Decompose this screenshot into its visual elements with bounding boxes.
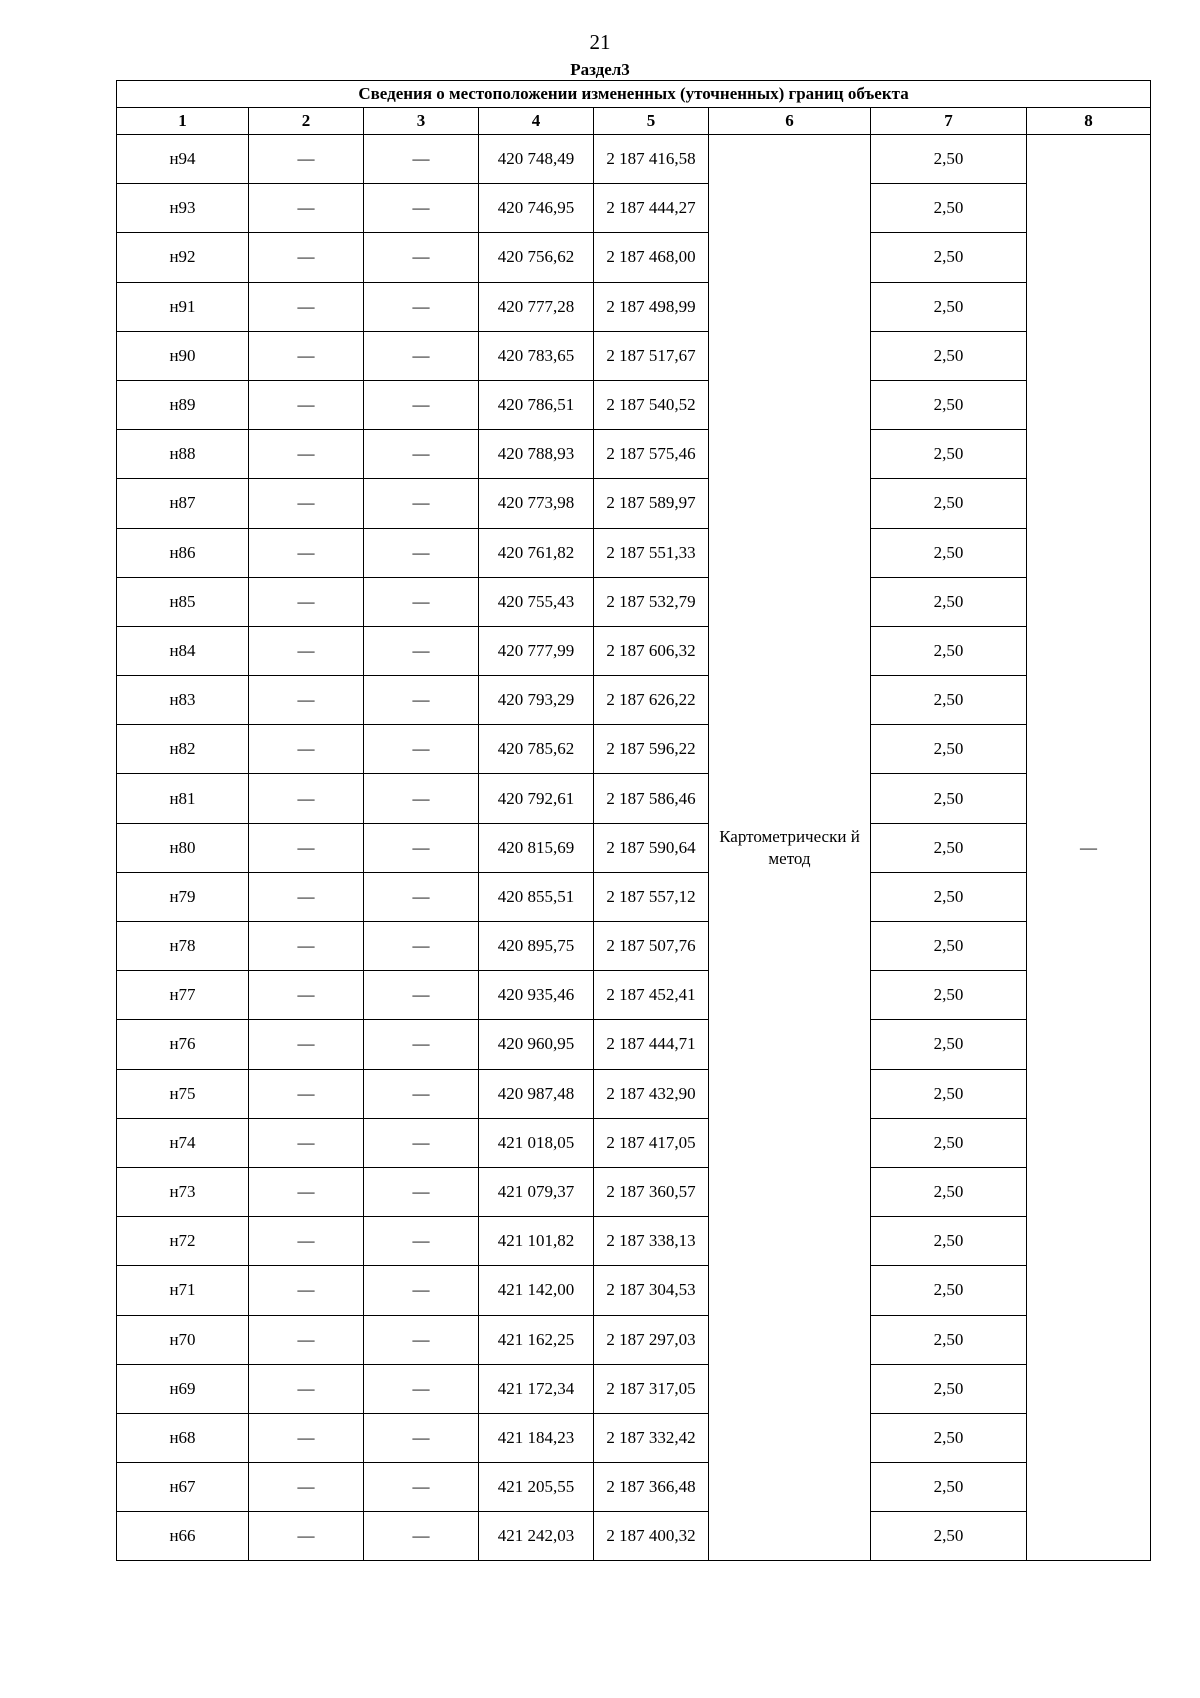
column-3-cell: — bbox=[364, 380, 479, 429]
table-row bbox=[117, 872, 1151, 921]
column-3-cell: — bbox=[364, 135, 479, 184]
table-row bbox=[117, 676, 1151, 725]
column-3-cell: — bbox=[364, 528, 479, 577]
accuracy-cell: 2,50 bbox=[871, 1413, 1027, 1462]
x-coordinate-cell: 420 777,28 bbox=[479, 282, 594, 331]
table-row bbox=[117, 282, 1151, 331]
table-caption: Сведения о местоположении измененных (уточненных) границ объекта bbox=[117, 81, 1151, 108]
table-row bbox=[117, 184, 1151, 233]
column-3-cell: — bbox=[364, 676, 479, 725]
x-coordinate-cell: 420 895,75 bbox=[479, 922, 594, 971]
accuracy-cell: 2,50 bbox=[871, 1266, 1027, 1315]
accuracy-cell: 2,50 bbox=[871, 971, 1027, 1020]
table-row bbox=[117, 430, 1151, 479]
column-2-cell: — bbox=[249, 1512, 364, 1561]
point-id-cell: н91 bbox=[117, 282, 249, 331]
point-id-cell: н67 bbox=[117, 1463, 249, 1512]
point-id-cell: н93 bbox=[117, 184, 249, 233]
x-coordinate-cell: 420 785,62 bbox=[479, 725, 594, 774]
column-3-cell: — bbox=[364, 577, 479, 626]
y-coordinate-cell: 2 187 400,32 bbox=[594, 1512, 709, 1561]
point-id-cell: н81 bbox=[117, 774, 249, 823]
accuracy-cell: 2,50 bbox=[871, 1364, 1027, 1413]
point-id-cell: н70 bbox=[117, 1315, 249, 1364]
accuracy-cell: 2,50 bbox=[871, 430, 1027, 479]
table-row bbox=[117, 774, 1151, 823]
point-id-cell: н79 bbox=[117, 872, 249, 921]
y-coordinate-cell: 2 187 468,00 bbox=[594, 233, 709, 282]
column-number-row bbox=[117, 108, 1151, 135]
point-id-cell: н89 bbox=[117, 380, 249, 429]
column-2-cell: — bbox=[249, 135, 364, 184]
point-id-cell: н77 bbox=[117, 971, 249, 1020]
column-2-cell: — bbox=[249, 922, 364, 971]
table-row bbox=[117, 135, 1151, 184]
accuracy-cell: 2,50 bbox=[871, 184, 1027, 233]
column-3-cell: — bbox=[364, 1266, 479, 1315]
column-3-cell: — bbox=[364, 184, 479, 233]
column-2-cell: — bbox=[249, 479, 364, 528]
table-row bbox=[117, 577, 1151, 626]
column-2-cell: — bbox=[249, 676, 364, 725]
y-coordinate-cell: 2 187 366,48 bbox=[594, 1463, 709, 1512]
column-2-cell: — bbox=[249, 1266, 364, 1315]
column-3-cell: — bbox=[364, 1315, 479, 1364]
x-coordinate-cell: 420 960,95 bbox=[479, 1020, 594, 1069]
column-2-cell: — bbox=[249, 1167, 364, 1216]
column-number-4: 4 bbox=[479, 108, 594, 135]
column-3-cell: — bbox=[364, 1217, 479, 1266]
x-coordinate-cell: 420 777,99 bbox=[479, 626, 594, 675]
column-3-cell: — bbox=[364, 233, 479, 282]
x-coordinate-cell: 420 815,69 bbox=[479, 823, 594, 872]
y-coordinate-cell: 2 187 332,42 bbox=[594, 1413, 709, 1462]
point-id-cell: н90 bbox=[117, 331, 249, 380]
y-coordinate-cell: 2 187 596,22 bbox=[594, 725, 709, 774]
point-id-cell: н82 bbox=[117, 725, 249, 774]
x-coordinate-cell: 421 101,82 bbox=[479, 1217, 594, 1266]
table-row bbox=[117, 626, 1151, 675]
x-coordinate-cell: 421 018,05 bbox=[479, 1118, 594, 1167]
point-id-cell: н86 bbox=[117, 528, 249, 577]
point-id-cell: н78 bbox=[117, 922, 249, 971]
x-coordinate-cell: 421 184,23 bbox=[479, 1413, 594, 1462]
table-row bbox=[117, 922, 1151, 971]
y-coordinate-cell: 2 187 417,05 bbox=[594, 1118, 709, 1167]
accuracy-cell: 2,50 bbox=[871, 872, 1027, 921]
y-coordinate-cell: 2 187 304,53 bbox=[594, 1266, 709, 1315]
column-2-cell: — bbox=[249, 430, 364, 479]
accuracy-cell: 2,50 bbox=[871, 626, 1027, 675]
y-coordinate-cell: 2 187 297,03 bbox=[594, 1315, 709, 1364]
x-coordinate-cell: 421 162,25 bbox=[479, 1315, 594, 1364]
x-coordinate-cell: 420 855,51 bbox=[479, 872, 594, 921]
accuracy-cell: 2,50 bbox=[871, 577, 1027, 626]
accuracy-cell: 2,50 bbox=[871, 922, 1027, 971]
column-2-cell: — bbox=[249, 1118, 364, 1167]
column-3-cell: — bbox=[364, 1463, 479, 1512]
column-2-cell: — bbox=[249, 971, 364, 1020]
x-coordinate-cell: 420 783,65 bbox=[479, 331, 594, 380]
y-coordinate-cell: 2 187 626,22 bbox=[594, 676, 709, 725]
column-3-cell: — bbox=[364, 1069, 479, 1118]
accuracy-cell: 2,50 bbox=[871, 676, 1027, 725]
column-number-6: 6 bbox=[709, 108, 871, 135]
column-3-cell: — bbox=[364, 1413, 479, 1462]
point-id-cell: н71 bbox=[117, 1266, 249, 1315]
y-coordinate-cell: 2 187 575,46 bbox=[594, 430, 709, 479]
y-coordinate-cell: 2 187 507,76 bbox=[594, 922, 709, 971]
x-coordinate-cell: 420 756,62 bbox=[479, 233, 594, 282]
column-2-cell: — bbox=[249, 233, 364, 282]
point-id-cell: н92 bbox=[117, 233, 249, 282]
column-2-cell: — bbox=[249, 1315, 364, 1364]
column-2-cell: — bbox=[249, 1069, 364, 1118]
column-3-cell: — bbox=[364, 479, 479, 528]
x-coordinate-cell: 421 079,37 bbox=[479, 1167, 594, 1216]
table-row bbox=[117, 1364, 1151, 1413]
column-2-cell: — bbox=[249, 1364, 364, 1413]
column-3-cell: — bbox=[364, 922, 479, 971]
point-id-cell: н66 bbox=[117, 1512, 249, 1561]
x-coordinate-cell: 421 142,00 bbox=[479, 1266, 594, 1315]
x-coordinate-cell: 420 746,95 bbox=[479, 184, 594, 233]
column-number-2: 2 bbox=[249, 108, 364, 135]
x-coordinate-cell: 421 242,03 bbox=[479, 1512, 594, 1561]
column-2-cell: — bbox=[249, 823, 364, 872]
accuracy-cell: 2,50 bbox=[871, 1217, 1027, 1266]
point-id-cell: н69 bbox=[117, 1364, 249, 1413]
table-body bbox=[117, 135, 1151, 1561]
point-id-cell: н85 bbox=[117, 577, 249, 626]
table-row bbox=[117, 1315, 1151, 1364]
x-coordinate-cell: 420 987,48 bbox=[479, 1069, 594, 1118]
accuracy-cell: 2,50 bbox=[871, 233, 1027, 282]
column-3-cell: — bbox=[364, 1020, 479, 1069]
table-row bbox=[117, 971, 1151, 1020]
table-row bbox=[117, 823, 1151, 872]
column-3-cell: — bbox=[364, 1512, 479, 1561]
column-3-cell: — bbox=[364, 823, 479, 872]
page-number: 21 bbox=[589, 30, 611, 54]
accuracy-cell: 2,50 bbox=[871, 1315, 1027, 1364]
column-3-cell: — bbox=[364, 430, 479, 479]
table-row bbox=[117, 725, 1151, 774]
column-2-cell: — bbox=[249, 626, 364, 675]
y-coordinate-cell: 2 187 432,90 bbox=[594, 1069, 709, 1118]
y-coordinate-cell: 2 187 606,32 bbox=[594, 626, 709, 675]
accuracy-cell: 2,50 bbox=[871, 725, 1027, 774]
x-coordinate-cell: 420 786,51 bbox=[479, 380, 594, 429]
point-id-cell: н87 bbox=[117, 479, 249, 528]
x-coordinate-cell: 420 793,29 bbox=[479, 676, 594, 725]
y-coordinate-cell: 2 187 498,99 bbox=[594, 282, 709, 331]
column-2-cell: — bbox=[249, 577, 364, 626]
table-row bbox=[117, 1413, 1151, 1462]
column-number-5: 5 bbox=[594, 108, 709, 135]
column-3-cell: — bbox=[364, 971, 479, 1020]
column-2-cell: — bbox=[249, 774, 364, 823]
x-coordinate-cell: 421 205,55 bbox=[479, 1463, 594, 1512]
y-coordinate-cell: 2 187 586,46 bbox=[594, 774, 709, 823]
point-id-cell: н72 bbox=[117, 1217, 249, 1266]
accuracy-cell: 2,50 bbox=[871, 479, 1027, 528]
table-row bbox=[117, 1069, 1151, 1118]
column-3-cell: — bbox=[364, 1118, 479, 1167]
table-row bbox=[117, 331, 1151, 380]
column-2-cell: — bbox=[249, 1463, 364, 1512]
section-title: Раздел3 bbox=[570, 60, 630, 79]
boundary-coordinates-table bbox=[116, 80, 1151, 1561]
column-3-cell: — bbox=[364, 1167, 479, 1216]
table-row bbox=[117, 1020, 1151, 1069]
y-coordinate-cell: 2 187 590,64 bbox=[594, 823, 709, 872]
x-coordinate-cell: 421 172,34 bbox=[479, 1364, 594, 1413]
y-coordinate-cell: 2 187 360,57 bbox=[594, 1167, 709, 1216]
y-coordinate-cell: 2 187 416,58 bbox=[594, 135, 709, 184]
accuracy-cell: 2,50 bbox=[871, 1118, 1027, 1167]
point-id-cell: н83 bbox=[117, 676, 249, 725]
column-2-cell: — bbox=[249, 872, 364, 921]
point-id-cell: н74 bbox=[117, 1118, 249, 1167]
point-id-cell: н73 bbox=[117, 1167, 249, 1216]
column-number-8: 8 bbox=[1027, 108, 1151, 135]
column-number-1: 1 bbox=[117, 108, 249, 135]
accuracy-cell: 2,50 bbox=[871, 1167, 1027, 1216]
column-2-cell: — bbox=[249, 184, 364, 233]
table-row bbox=[117, 1266, 1151, 1315]
accuracy-cell: 2,50 bbox=[871, 135, 1027, 184]
column-number-3: 3 bbox=[364, 108, 479, 135]
accuracy-cell: 2,50 bbox=[871, 1512, 1027, 1561]
table-row bbox=[117, 1217, 1151, 1266]
x-coordinate-cell: 420 788,93 bbox=[479, 430, 594, 479]
method-cell: Картометрически й метод bbox=[709, 135, 871, 1561]
point-id-cell: н80 bbox=[117, 823, 249, 872]
accuracy-cell: 2,50 bbox=[871, 1463, 1027, 1512]
x-coordinate-cell: 420 935,46 bbox=[479, 971, 594, 1020]
y-coordinate-cell: 2 187 517,67 bbox=[594, 331, 709, 380]
accuracy-cell: 2,50 bbox=[871, 1020, 1027, 1069]
column-2-cell: — bbox=[249, 331, 364, 380]
column-3-cell: — bbox=[364, 774, 479, 823]
column-8-cell: — bbox=[1027, 135, 1151, 1561]
table-row bbox=[117, 1512, 1151, 1561]
column-2-cell: — bbox=[249, 528, 364, 577]
point-id-cell: н76 bbox=[117, 1020, 249, 1069]
y-coordinate-cell: 2 187 338,13 bbox=[594, 1217, 709, 1266]
point-id-cell: н88 bbox=[117, 430, 249, 479]
accuracy-cell: 2,50 bbox=[871, 380, 1027, 429]
x-coordinate-cell: 420 792,61 bbox=[479, 774, 594, 823]
y-coordinate-cell: 2 187 317,05 bbox=[594, 1364, 709, 1413]
x-coordinate-cell: 420 748,49 bbox=[479, 135, 594, 184]
accuracy-cell: 2,50 bbox=[871, 331, 1027, 380]
point-id-cell: н75 bbox=[117, 1069, 249, 1118]
y-coordinate-cell: 2 187 444,71 bbox=[594, 1020, 709, 1069]
column-2-cell: — bbox=[249, 1413, 364, 1462]
y-coordinate-cell: 2 187 551,33 bbox=[594, 528, 709, 577]
y-coordinate-cell: 2 187 532,79 bbox=[594, 577, 709, 626]
table-row bbox=[117, 380, 1151, 429]
accuracy-cell: 2,50 bbox=[871, 823, 1027, 872]
y-coordinate-cell: 2 187 540,52 bbox=[594, 380, 709, 429]
column-2-cell: — bbox=[249, 1217, 364, 1266]
column-2-cell: — bbox=[249, 282, 364, 331]
column-3-cell: — bbox=[364, 331, 479, 380]
point-id-cell: н94 bbox=[117, 135, 249, 184]
table-row bbox=[117, 1167, 1151, 1216]
point-id-cell: н68 bbox=[117, 1413, 249, 1462]
point-id-cell: н84 bbox=[117, 626, 249, 675]
x-coordinate-cell: 420 755,43 bbox=[479, 577, 594, 626]
table-row bbox=[117, 528, 1151, 577]
table-row bbox=[117, 479, 1151, 528]
x-coordinate-cell: 420 773,98 bbox=[479, 479, 594, 528]
column-3-cell: — bbox=[364, 725, 479, 774]
accuracy-cell: 2,50 bbox=[871, 774, 1027, 823]
y-coordinate-cell: 2 187 452,41 bbox=[594, 971, 709, 1020]
accuracy-cell: 2,50 bbox=[871, 528, 1027, 577]
accuracy-cell: 2,50 bbox=[871, 282, 1027, 331]
x-coordinate-cell: 420 761,82 bbox=[479, 528, 594, 577]
y-coordinate-cell: 2 187 557,12 bbox=[594, 872, 709, 921]
y-coordinate-cell: 2 187 444,27 bbox=[594, 184, 709, 233]
column-2-cell: — bbox=[249, 1020, 364, 1069]
table-row bbox=[117, 233, 1151, 282]
column-2-cell: — bbox=[249, 380, 364, 429]
column-3-cell: — bbox=[364, 1364, 479, 1413]
column-number-7: 7 bbox=[871, 108, 1027, 135]
column-3-cell: — bbox=[364, 282, 479, 331]
column-3-cell: — bbox=[364, 626, 479, 675]
table-row bbox=[117, 1118, 1151, 1167]
column-2-cell: — bbox=[249, 725, 364, 774]
column-3-cell: — bbox=[364, 872, 479, 921]
y-coordinate-cell: 2 187 589,97 bbox=[594, 479, 709, 528]
table-row bbox=[117, 1463, 1151, 1512]
accuracy-cell: 2,50 bbox=[871, 1069, 1027, 1118]
